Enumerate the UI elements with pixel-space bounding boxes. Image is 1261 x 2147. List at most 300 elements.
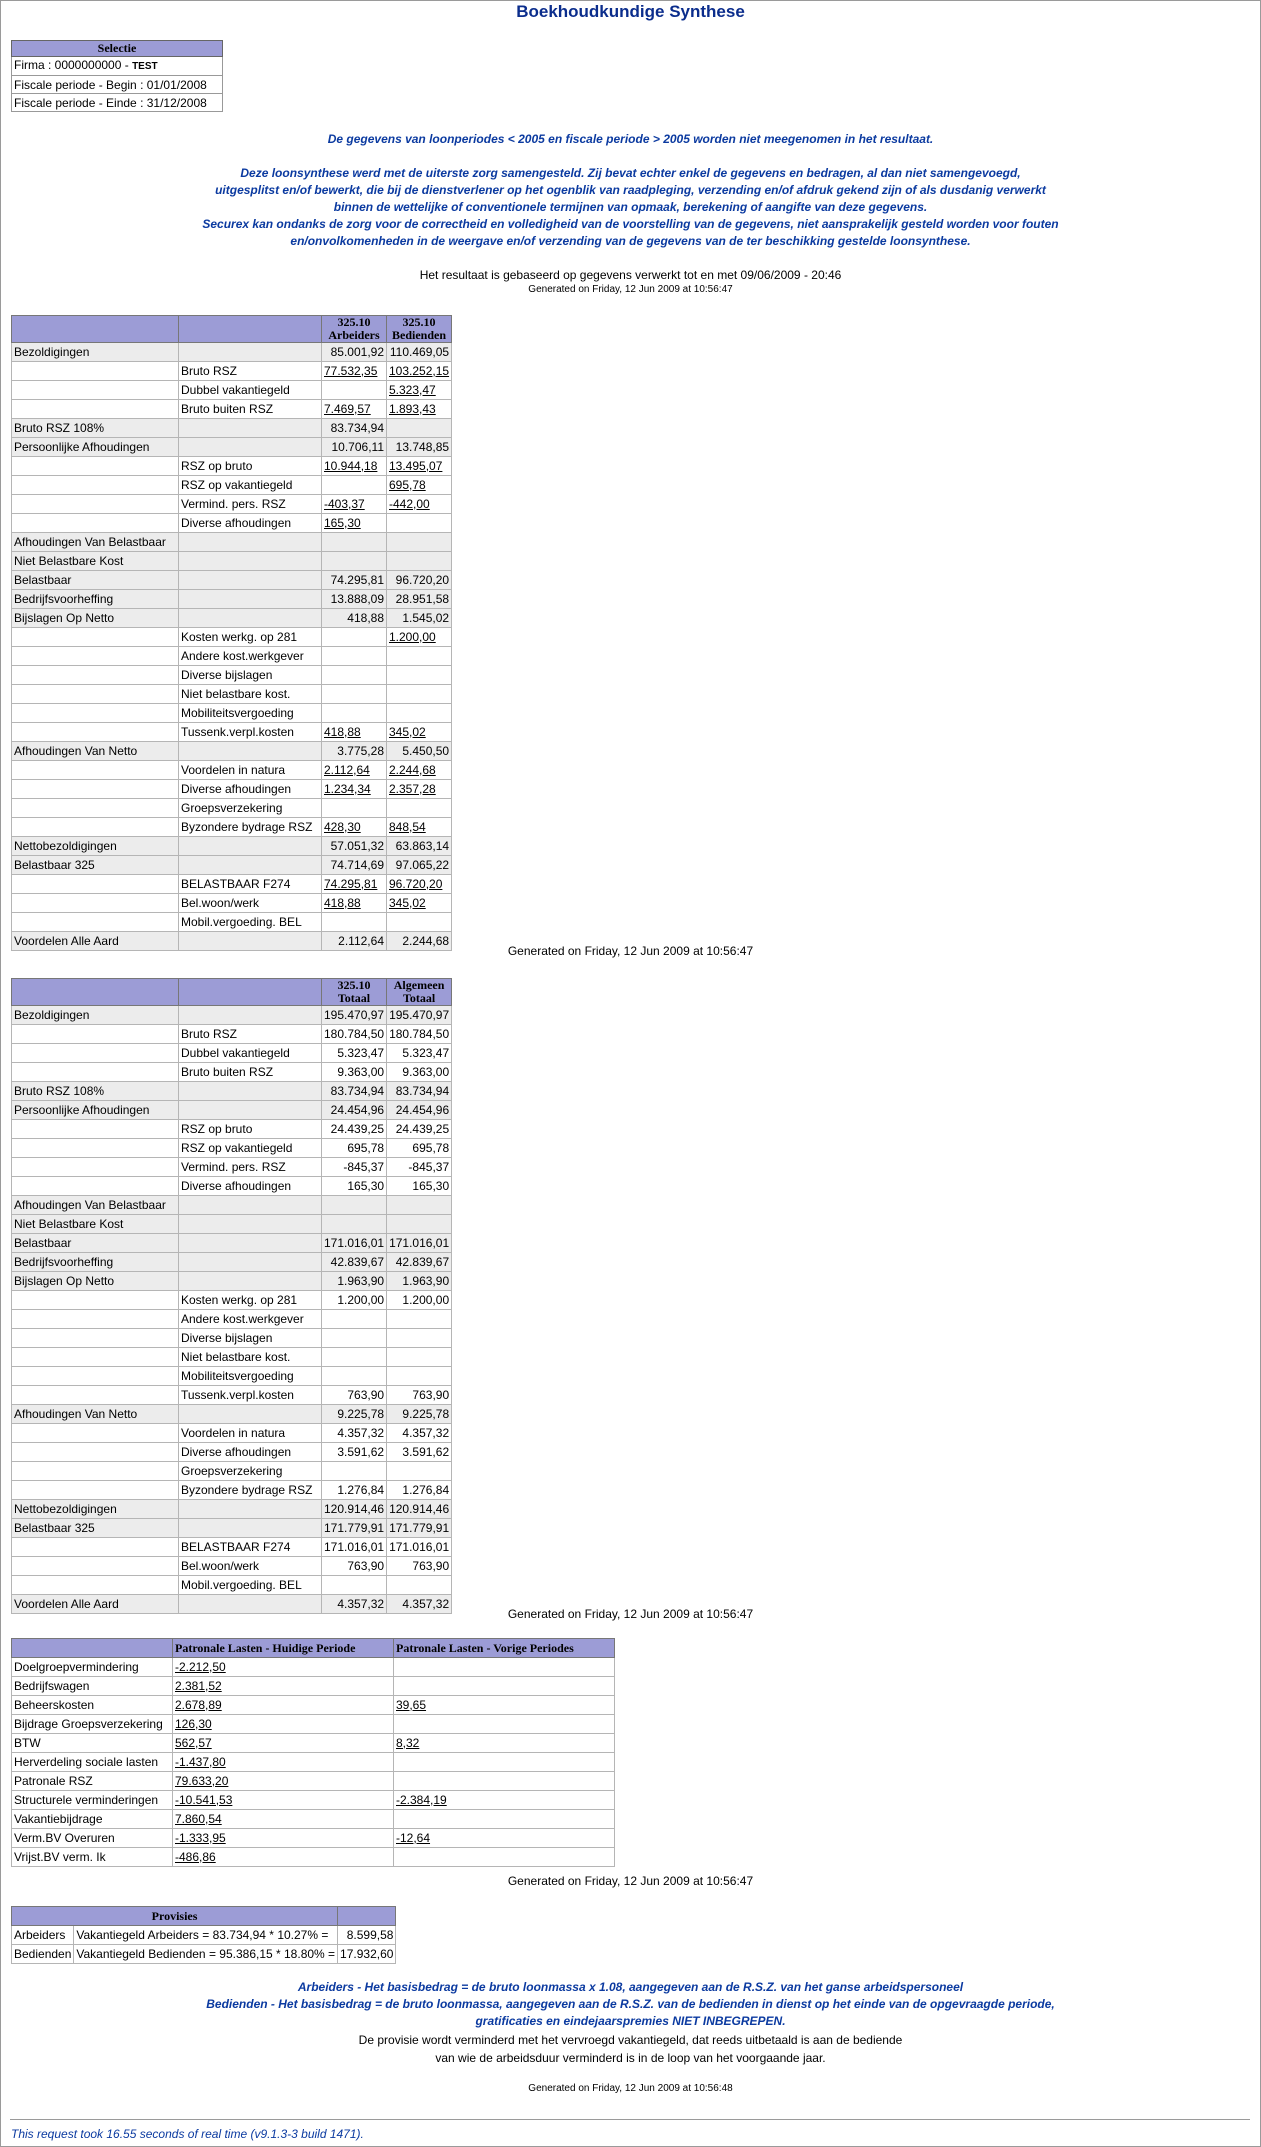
row-subcategory: Mobil.vergoeding. BEL: [179, 913, 322, 932]
value-cell: 165,30: [322, 1177, 387, 1196]
note-bedienden-2: gratificaties en eindejaarspremies NIET INBEGREPEN.: [475, 2014, 786, 2028]
row-subcategory: Diverse afhoudingen: [179, 780, 322, 799]
row-category: [12, 1158, 179, 1177]
row-subcategory: Groepsverzekering: [179, 799, 322, 818]
charge-label: Herverdeling sociale lasten: [12, 1753, 173, 1772]
row-subcategory: [179, 742, 322, 761]
generated-timestamp: Generated on Friday, 12 Jun 2009 at 10:56:47: [507, 1607, 754, 1621]
row-category: Afhoudingen Van Belastbaar: [12, 1196, 179, 1215]
col-header-previous: Patronale Lasten - Vorige Periodes: [394, 1639, 615, 1658]
charge-label: Vakantiebijdrage: [12, 1810, 173, 1829]
disclaimer-line: en/onvolkomenheden in de weergave en/of verzending van de gegevens van de ter beschikking gestelde loonsynthese.: [290, 234, 971, 248]
table-row: [12, 1044, 452, 1063]
table-row: [12, 894, 452, 913]
value-cell: 763,90: [387, 1557, 452, 1576]
table-row: [12, 685, 452, 704]
value-cell: [322, 552, 387, 571]
row-subcategory: BELASTBAAR F274: [179, 1538, 322, 1557]
table-row: [12, 514, 452, 533]
table-row: [12, 438, 452, 457]
value-cell[interactable]: 1.234,34: [322, 780, 387, 799]
value-cell[interactable]: 345,02: [387, 894, 452, 913]
row-subcategory: [179, 1253, 322, 1272]
row-subcategory: Diverse bijslagen: [179, 666, 322, 685]
row-subcategory: [179, 1500, 322, 1519]
value-cell: 3.591,62: [387, 1443, 452, 1462]
table-row: [12, 1386, 452, 1405]
row-category: Afhoudingen Van Netto: [12, 742, 179, 761]
table-row: [12, 1734, 615, 1753]
value-cell[interactable]: 418,88: [322, 723, 387, 742]
value-cell[interactable]: 165,30: [322, 514, 387, 533]
row-subcategory: [179, 1082, 322, 1101]
row-category: [12, 476, 179, 495]
value-cell[interactable]: 103.252,15: [387, 362, 452, 381]
value-cell[interactable]: 2.112,64: [322, 761, 387, 780]
row-subcategory: Mobiliteitsvergoeding: [179, 704, 322, 723]
table-row: [12, 533, 452, 552]
row-category: Belastbaar 325: [12, 856, 179, 875]
table-row: [12, 1443, 452, 1462]
table-row: [12, 1772, 615, 1791]
value-cell[interactable]: 428,30: [322, 818, 387, 837]
value-cell[interactable]: 345,02: [387, 723, 452, 742]
table-row: [12, 1329, 452, 1348]
value-cell: 1.200,00: [387, 1291, 452, 1310]
value-cell: 5.323,47: [322, 1044, 387, 1063]
row-subcategory: Groepsverzekering: [179, 1462, 322, 1481]
row-category: [12, 1044, 179, 1063]
charge-previous[interactable]: [394, 1715, 615, 1734]
value-cell: 763,90: [322, 1557, 387, 1576]
row-subcategory: [179, 1234, 322, 1253]
patronal-charges-table: [11, 1638, 615, 1867]
value-cell: [387, 533, 452, 552]
value-cell: 74.295,81: [322, 571, 387, 590]
row-subcategory: RSZ op vakantiegeld: [179, 476, 322, 495]
table-row: [12, 1848, 615, 1867]
row-category: [12, 362, 179, 381]
value-cell: 83.734,94: [322, 1082, 387, 1101]
value-cell[interactable]: [322, 628, 387, 647]
value-cell: 195.470,97: [322, 1006, 387, 1025]
table-row: [12, 476, 452, 495]
row-category: [12, 1386, 179, 1405]
row-category: [12, 1538, 179, 1557]
provision-value: 17.932,60: [338, 1945, 396, 1964]
header-line: 325.10: [337, 978, 371, 992]
col-header-algemeen-totaal: [387, 979, 452, 1006]
generated-timestamp: Generated on Friday, 12 Jun 2009 at 10:56:47: [528, 284, 733, 295]
value-cell[interactable]: -403,37: [322, 495, 387, 514]
row-category: [12, 1120, 179, 1139]
table-row: [12, 1538, 452, 1557]
table-row: [12, 1082, 452, 1101]
row-subcategory: Bel.woon/werk: [179, 1557, 322, 1576]
value-cell: 9.363,00: [322, 1063, 387, 1082]
row-subcategory: BELASTBAAR F274: [179, 875, 322, 894]
table-row: [12, 1810, 615, 1829]
value-cell: 9.225,78: [322, 1405, 387, 1424]
value-cell[interactable]: [322, 704, 387, 723]
table-row: [12, 1120, 452, 1139]
blank-header: [179, 979, 322, 1006]
value-cell: 42.839,67: [322, 1253, 387, 1272]
value-cell: 83.734,94: [387, 1082, 452, 1101]
value-cell[interactable]: [322, 685, 387, 704]
value-cell: 24.439,25: [322, 1120, 387, 1139]
table-row: [12, 1367, 452, 1386]
charge-previous[interactable]: [394, 1848, 615, 1867]
value-cell: [322, 1196, 387, 1215]
value-cell: 3.775,28: [322, 742, 387, 761]
table-row: [12, 1310, 452, 1329]
charge-previous[interactable]: 8,32: [394, 1734, 615, 1753]
value-cell: 9.363,00: [387, 1063, 452, 1082]
charge-current[interactable]: -10.541,53: [173, 1791, 394, 1810]
note-provisie: De provisie wordt verminderd met het vervroegd vakantiegeld, dat reeds uitbetaald is aan de bediende: [358, 2033, 903, 2047]
row-subcategory: Bruto buiten RSZ: [179, 400, 322, 419]
table-row: [12, 704, 452, 723]
value-cell: 180.784,50: [387, 1025, 452, 1044]
charge-previous[interactable]: [394, 1772, 615, 1791]
table-row: [12, 457, 452, 476]
value-cell: 96.720,20: [387, 571, 452, 590]
table-row: [12, 1677, 615, 1696]
charge-previous[interactable]: [394, 1753, 615, 1772]
value-cell[interactable]: 7.469,57: [322, 400, 387, 419]
note-provisie-2: van wie de arbeidsduur verminderd is in de loop van het voorgaande jaar.: [435, 2051, 826, 2065]
row-subcategory: Tussenk.verpl.kosten: [179, 723, 322, 742]
value-cell[interactable]: [322, 913, 387, 932]
table-header-row: [12, 316, 452, 343]
row-category: Persoonlijke Afhoudingen: [12, 438, 179, 457]
row-subcategory: Kosten werkg. op 281: [179, 1291, 322, 1310]
generated-timestamp: Generated on Friday, 12 Jun 2009 at 10:56:47: [507, 944, 754, 958]
table-row: [12, 1576, 452, 1595]
row-subcategory: [179, 533, 322, 552]
value-cell[interactable]: 5.323,47: [387, 381, 452, 400]
value-cell: 74.714,69: [322, 856, 387, 875]
charge-current[interactable]: -2.212,50: [173, 1658, 394, 1677]
row-subcategory: Voordelen in natura: [179, 1424, 322, 1443]
charge-current[interactable]: 562,57: [173, 1734, 394, 1753]
row-subcategory: RSZ op bruto: [179, 457, 322, 476]
value-cell[interactable]: [387, 799, 452, 818]
row-subcategory: [179, 1405, 322, 1424]
row-category: [12, 913, 179, 932]
header-line: 325.10: [402, 315, 436, 329]
value-cell: 4.357,32: [322, 1595, 387, 1614]
charge-current[interactable]: 2.678,89: [173, 1696, 394, 1715]
row-category: [12, 780, 179, 799]
table-row: [12, 419, 452, 438]
table-row: [12, 1405, 452, 1424]
period-begin: Fiscale periode - Begin : 01/01/2008: [12, 76, 223, 94]
selection-header: Selectie: [12, 41, 223, 57]
value-cell: [322, 1215, 387, 1234]
value-cell: 418,88: [322, 609, 387, 628]
value-cell: 3.591,62: [322, 1443, 387, 1462]
provision-formula: Vakantiegeld Arbeiders = 83.734,94 * 10.27% =: [74, 1926, 338, 1945]
row-subcategory: [179, 438, 322, 457]
row-subcategory: Vermind. pers. RSZ: [179, 495, 322, 514]
value-cell[interactable]: [322, 476, 387, 495]
table-row: [12, 1696, 615, 1715]
value-cell[interactable]: [387, 685, 452, 704]
table-row: [12, 1177, 452, 1196]
value-cell: 171.779,91: [322, 1519, 387, 1538]
row-subcategory: Andere kost.werkgever: [179, 647, 322, 666]
value-cell[interactable]: 13.495,07: [387, 457, 452, 476]
provisions-table: [11, 1906, 396, 1964]
generated-timestamp: Generated on Friday, 12 Jun 2009 at 10:56:48: [528, 2083, 733, 2094]
row-subcategory: Voordelen in natura: [179, 761, 322, 780]
provision-label: Arbeiders: [12, 1926, 74, 1945]
provision-label: Bedienden: [12, 1945, 74, 1964]
value-cell[interactable]: 848,54: [387, 818, 452, 837]
value-cell[interactable]: [387, 704, 452, 723]
table-header-row: [12, 1639, 615, 1658]
row-category: [12, 1557, 179, 1576]
charge-label: Patronale RSZ: [12, 1772, 173, 1791]
value-cell[interactable]: 1.200,00: [387, 628, 452, 647]
col-header-arbeiders: [322, 316, 387, 343]
row-subcategory: Bruto RSZ: [179, 362, 322, 381]
table-row: [12, 742, 452, 761]
charge-label: Verm.BV Overuren: [12, 1829, 173, 1848]
charge-current[interactable]: -1.333,95: [173, 1829, 394, 1848]
table-row: [12, 1519, 452, 1538]
row-subcategory: Tussenk.verpl.kosten: [179, 1386, 322, 1405]
notice-periods: De gegevens van loonperiodes < 2005 en fiscale periode > 2005 worden niet meegenomen in het resultaat.: [327, 132, 934, 146]
table-row: [12, 1791, 615, 1810]
row-subcategory: Diverse afhoudingen: [179, 1443, 322, 1462]
value-cell: 97.065,22: [387, 856, 452, 875]
value-cell: 195.470,97: [387, 1006, 452, 1025]
header-line: 325.10: [337, 315, 371, 329]
divider: [10, 2119, 1250, 2120]
charge-current[interactable]: 126,30: [173, 1715, 394, 1734]
charge-previous[interactable]: 39,65: [394, 1696, 615, 1715]
header-line: Bedienden: [392, 328, 447, 342]
col-header-totaal: [322, 979, 387, 1006]
value-cell[interactable]: 695,78: [387, 476, 452, 495]
row-category: [12, 647, 179, 666]
row-category: [12, 1424, 179, 1443]
row-subcategory: RSZ op bruto: [179, 1120, 322, 1139]
synthesis-table-totals: [11, 978, 452, 1614]
row-subcategory: [179, 590, 322, 609]
row-category: [12, 1025, 179, 1044]
value-cell[interactable]: [387, 913, 452, 932]
value-cell: 763,90: [322, 1386, 387, 1405]
value-cell: [322, 1310, 387, 1329]
page-title: Boekhoudkundige Synthese: [516, 2, 745, 21]
value-cell: 763,90: [387, 1386, 452, 1405]
request-time-footer: This request took 16.55 seconds of real time (v9.1.3-3 build 1471).: [11, 2127, 364, 2141]
header-line: Totaal: [402, 991, 436, 1005]
row-subcategory: [179, 1006, 322, 1025]
value-cell[interactable]: [322, 666, 387, 685]
row-subcategory: [179, 856, 322, 875]
table-row: [12, 381, 452, 400]
result-based-note: Het resultaat is gebaseerd op gegevens verwerkt tot en met 09/06/2009 - 20:46: [419, 268, 842, 282]
table-row: [12, 609, 452, 628]
value-cell: 171.016,01: [387, 1538, 452, 1557]
value-cell: 24.454,96: [387, 1101, 452, 1120]
table-row: [12, 1063, 452, 1082]
table-row: [12, 1006, 452, 1025]
value-cell: [322, 533, 387, 552]
row-subcategory: Andere kost.werkgever: [179, 1310, 322, 1329]
charge-label: BTW: [12, 1734, 173, 1753]
charge-current[interactable]: -486,86: [173, 1848, 394, 1867]
value-cell: 1.276,84: [322, 1481, 387, 1500]
value-cell: [387, 419, 452, 438]
value-cell: 695,78: [387, 1139, 452, 1158]
blank-header: [12, 1639, 173, 1658]
row-subcategory: [179, 1101, 322, 1120]
charge-current[interactable]: 7.860,54: [173, 1810, 394, 1829]
value-cell[interactable]: -442,00: [387, 495, 452, 514]
value-cell[interactable]: 418,88: [322, 894, 387, 913]
table-row: [12, 837, 452, 856]
value-cell[interactable]: 77.532,35: [322, 362, 387, 381]
row-category: [12, 1139, 179, 1158]
charge-previous[interactable]: [394, 1810, 615, 1829]
table-row: [12, 1481, 452, 1500]
charge-previous[interactable]: [394, 1658, 615, 1677]
value-cell[interactable]: [387, 666, 452, 685]
value-cell: 171.016,01: [322, 1538, 387, 1557]
value-cell[interactable]: 2.357,28: [387, 780, 452, 799]
row-category: Bedrijfsvoorheffing: [12, 590, 179, 609]
value-cell: 63.863,14: [387, 837, 452, 856]
value-cell[interactable]: [387, 514, 452, 533]
row-category: [12, 1177, 179, 1196]
charge-previous[interactable]: -12,64: [394, 1829, 615, 1848]
value-cell[interactable]: 74.295,81: [322, 875, 387, 894]
charge-current[interactable]: -1.437,80: [173, 1753, 394, 1772]
row-category: [12, 1443, 179, 1462]
row-category: Afhoudingen Van Belastbaar: [12, 533, 179, 552]
row-category: [12, 628, 179, 647]
value-cell: 28.951,58: [387, 590, 452, 609]
table-row: [12, 913, 452, 932]
row-category: Bruto RSZ 108%: [12, 419, 179, 438]
row-subcategory: Dubbel vakantiegeld: [179, 1044, 322, 1063]
value-cell: 4.357,32: [387, 1595, 452, 1614]
value-cell[interactable]: [387, 647, 452, 666]
col-header-bedienden: [387, 316, 452, 343]
row-category: Niet Belastbare Kost: [12, 1215, 179, 1234]
row-category: [12, 400, 179, 419]
value-cell[interactable]: 96.720,20: [387, 875, 452, 894]
value-cell: -845,37: [322, 1158, 387, 1177]
disclaimer-line: Deze loonsynthese werd met de uiterste zorg samengesteld. Zij bevat echter enkel de gegevens en bedragen, al dan niet samengevoegd,: [240, 166, 1021, 180]
table-row: [12, 856, 452, 875]
value-cell: 24.454,96: [322, 1101, 387, 1120]
value-cell: 120.914,46: [322, 1500, 387, 1519]
table-row: [12, 875, 452, 894]
row-category: Nettobezoldigingen: [12, 837, 179, 856]
table-row: [12, 666, 452, 685]
value-cell[interactable]: [322, 381, 387, 400]
row-category: Bezoldigingen: [12, 1006, 179, 1025]
charge-previous[interactable]: -2.384,19: [394, 1791, 615, 1810]
value-cell: 9.225,78: [387, 1405, 452, 1424]
table-row: [12, 1139, 452, 1158]
period-end: Fiscale periode - Einde : 31/12/2008: [12, 94, 223, 112]
table-row: [12, 362, 452, 381]
note-arbeiders: Arbeiders - Het basisbedrag = de bruto loonmassa x 1.08, aangegeven aan de R.S.Z. van het ganse arbeidspersoneel: [297, 1980, 964, 1994]
row-subcategory: [179, 1196, 322, 1215]
row-subcategory: Byzondere bydrage RSZ: [179, 818, 322, 837]
value-cell[interactable]: [322, 799, 387, 818]
value-cell[interactable]: 1.893,43: [387, 400, 452, 419]
row-category: Voordelen Alle Aard: [12, 1595, 179, 1614]
charge-current[interactable]: 79.633,20: [173, 1772, 394, 1791]
value-cell: 171.779,91: [387, 1519, 452, 1538]
row-category: [12, 799, 179, 818]
table-row: [12, 1753, 615, 1772]
provisions-header: Provisies: [12, 1907, 338, 1926]
value-cell: [322, 1329, 387, 1348]
value-cell: 110.469,05: [387, 343, 452, 362]
value-cell: 24.439,25: [387, 1120, 452, 1139]
disclaimer-block: [0, 165, 1261, 250]
row-category: Voordelen Alle Aard: [12, 932, 179, 951]
row-category: [12, 704, 179, 723]
row-category: [12, 1576, 179, 1595]
value-cell[interactable]: 10.944,18: [322, 457, 387, 476]
table-row: [12, 1272, 452, 1291]
row-category: [12, 514, 179, 533]
row-category: Nettobezoldigingen: [12, 1500, 179, 1519]
table-row: [12, 1196, 452, 1215]
value-cell: 171.016,01: [387, 1234, 452, 1253]
row-category: [12, 381, 179, 400]
row-category: Persoonlijke Afhoudingen: [12, 1101, 179, 1120]
table-row: [12, 1025, 452, 1044]
synthesis-table-groups: [11, 315, 452, 951]
row-subcategory: [179, 1215, 322, 1234]
table-row: [12, 1234, 452, 1253]
value-cell: [387, 1576, 452, 1595]
charge-label: Vrijst.BV verm. Ik: [12, 1848, 173, 1867]
provision-formula: Vakantiegeld Bedienden = 95.386,15 * 18.80% =: [74, 1945, 338, 1964]
row-subcategory: Diverse afhoudingen: [179, 514, 322, 533]
table-row: [12, 1215, 452, 1234]
value-cell: [322, 1348, 387, 1367]
table-row: [12, 818, 452, 837]
value-cell[interactable]: 2.244,68: [387, 761, 452, 780]
value-cell[interactable]: [322, 647, 387, 666]
charge-current[interactable]: 2.381,52: [173, 1677, 394, 1696]
header-line: Totaal: [337, 991, 371, 1005]
table-row: [12, 590, 452, 609]
value-cell: 1.200,00: [322, 1291, 387, 1310]
table-row: [12, 1829, 615, 1848]
value-cell: 695,78: [322, 1139, 387, 1158]
row-category: Belastbaar: [12, 1234, 179, 1253]
charge-previous[interactable]: [394, 1677, 615, 1696]
table-row: [12, 1462, 452, 1481]
note-bedienden: Bedienden - Het basisbedrag = de bruto loonmassa, aangegeven aan de R.S.Z. van de bedienden in dienst op het einde van de opgevraagde periode,: [206, 1997, 1055, 2011]
value-cell: [387, 1215, 452, 1234]
value-cell: 171.016,01: [322, 1234, 387, 1253]
